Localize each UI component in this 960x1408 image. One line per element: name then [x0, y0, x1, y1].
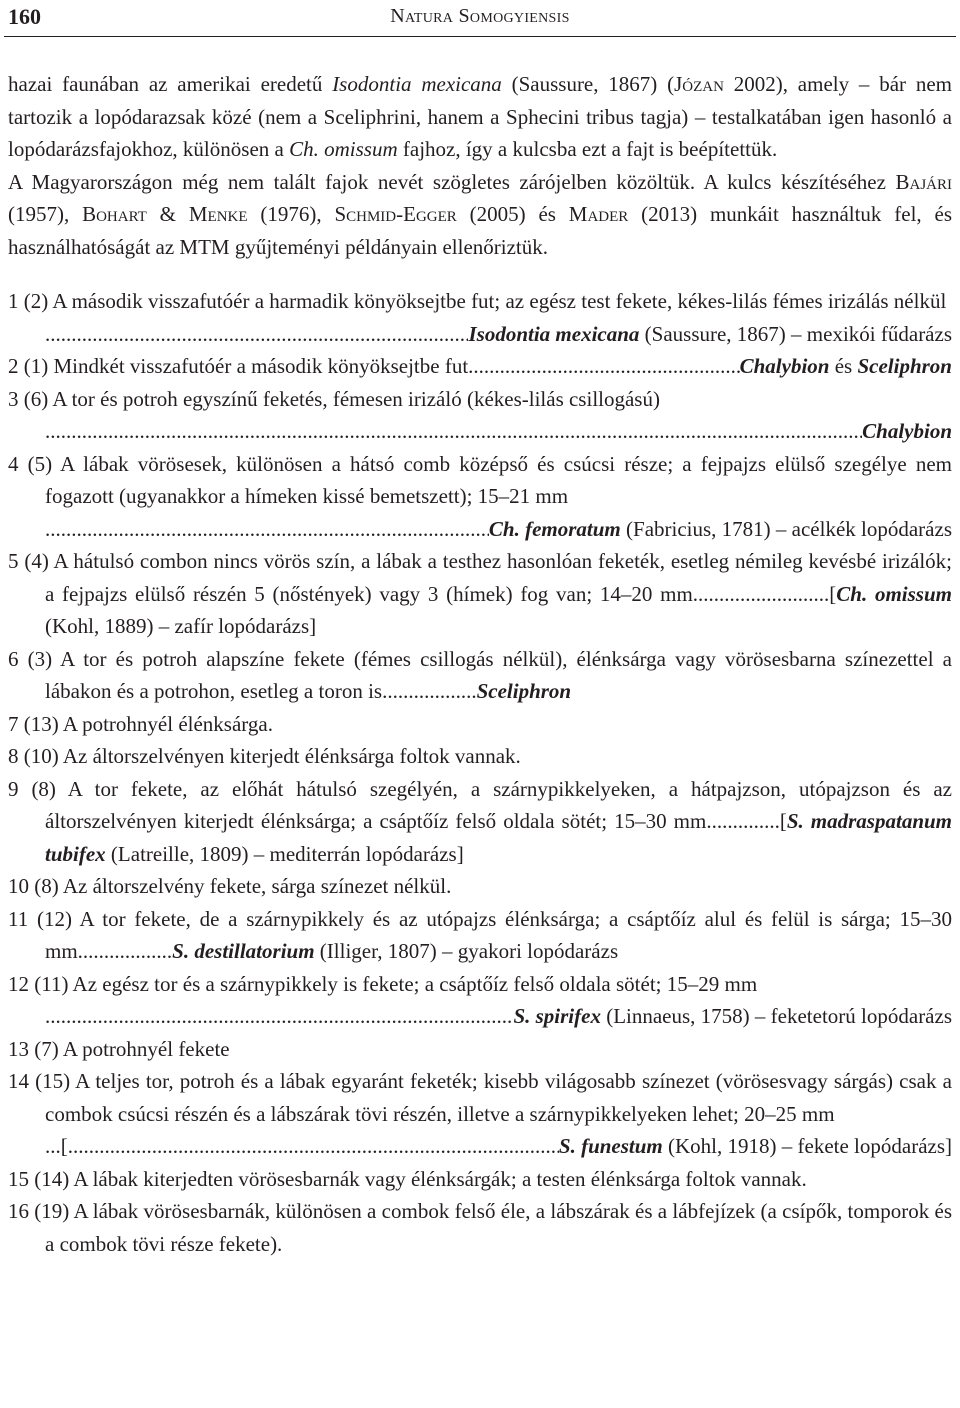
page-header: [4, 0, 956, 37]
key-couplet-13: 13 (7) A potrohnyél fekete: [8, 1036, 230, 1061]
journal-title: Natura Somogyiensis: [390, 5, 570, 27]
key-couplet-3: 3 (6) A tor és potroh egyszínű feketés, fémesen irizáló (kékes-lilás csillogású): [8, 386, 660, 411]
key-couplet-4: 4 (5) A lábak vörösesek, különösen a hátsó comb középső és csúcsi része; a fejpajzs elülső szegélye nem fogazott (ugyanakkor a hímeken kissé bemetszett); 15–21 mm: [8, 451, 952, 508]
key-couplet-2: 2 (1) Mindkét visszafutóér a második könyöksejtbe fut ........... ..... Chalybion és Sceliphron: [8, 350, 952, 383]
key-couplet-16: 16 (19) A lábak vörösesbarnák, különösen a combok felső éle, a lábszárak és a lábfejízek (a csípők, tomporok és a combok tövi része fekete).: [8, 1199, 952, 1256]
key-result-14: ...[ ..... S. funestum (Kohl, 1918) – fekete lopódarázs]: [8, 1130, 952, 1163]
key-couplet-1: 1 (2) A második visszafutóér a harmadik könyöksejtbe fut; az egész test fekete, kékes-lilás fémes irizálás nélkül: [8, 289, 947, 313]
key-couplet-14: 14 (15) A teljes tor, potroh és a lábak egyaránt feketék; kisebb világosabb színezet (vörösesvagy sárgás) csak a combok csúcsi részén és a lábszárak tövi részén, illetve a szárnypikkelyeken lehet; 20–25 mm: [8, 1069, 952, 1126]
page-body: [8, 68, 952, 1260]
key-result-4: ... ..... Ch. femoratum (Fabricius, 1781) – acélkék lopódarázs: [8, 513, 952, 546]
intro-paragraph-2: A Magyarországon még nem talált fajok nevét szögletes zárójelben közöltük. A kulcs készítéséhez Bajári (1957), Bohart & Menke (1976), Schmid-Egger (2005) és Mader (2013) munkáit használtuk fel, és használhatóságát az MTM gyűjteményi példányain ellenőriztük.: [8, 169, 952, 259]
key-couplet-5: 5 (4) A hátulsó combon nincs vörös szín, a lábak a testhez hasonlóan feketék, esetleg némileg kevésbé irizálók; a fejpajzs elülső részén 5 (nőstények) vagy 3 (hímek) fog van; 14–20 mm..........................[Ch. omissum (Kohl, 1889) – zafír lopódarázs]: [8, 549, 952, 638]
key-result-12: ... ..... S. spirifex (Linnaeus, 1758) – feketetorú lopódarázs: [8, 1000, 952, 1033]
key-couplet-9: 9 (8) A tor fekete, az előhát hátulsó szegélyén, a szárnypikkelyeken, a hátpajzson, utópajzson és az áltorszelvényen kiterjedt élénksárga; a csáptőíz felső oldala sötét; 15–30 mm..............[S. madraspatanum tubifex (Latreille, 1809) – mediterrán lopódarázs]: [8, 776, 953, 866]
key-couplet-12: 12 (11) Az egész tor és a szárnypikkely is fekete; a csáptőíz felső oldala sötét; 15–29 mm: [8, 971, 758, 996]
key-couplet-6: 6 (3) A tor és potroh alapszíne fekete (fémes csillogás nélkül), élénksárga vagy vörösesbarna színezettel a lábakon és a potrohon, esetleg a toron is..................Sceliphron: [8, 646, 952, 703]
intro-paragraph-1: hazai faunában az amerikai eredetű Isodontia mexicana (Saussure, 1867) (Józan 2002), amely – bár nem tartozik a lopódarazsak közé (nem a Sceliphrini, hanem a Sphecini tribus tagja) – testalkatában igen hasonló a lopódarázsfajokhoz, különösen a Ch. omissum fajhoz, így a kulcsba ezt a fajt is beépítettük.: [8, 72, 953, 161]
key-result-3: ... ..... Chalybion: [8, 415, 952, 448]
key-result-1: ... ..... Isodontia mexicana (Saussure, 1867) – mexikói fűdarázs: [8, 318, 952, 351]
key-couplet-15: 15 (14) A lábak kiterjedten vörösesbarnák vagy élénksárgák; a testen élénksárga foltok vannak.: [8, 1166, 807, 1191]
key-couplet-11: 11 (12) A tor fekete, de a szárnypikkely és az utópajzs élénksárga; a csáptőíz alul és felül is sárga; 15–30 mm..................S. destillatorium (Illiger, 1807) – gyakori lopódarázs: [8, 906, 952, 963]
key-couplet-8: 8 (10) Az áltorszelvényen kiterjedt élénksárga foltok vannak.: [8, 744, 521, 768]
key-couplet-7: 7 (13) A potrohnyél élénksárga.: [8, 711, 273, 736]
page-number: 160: [8, 4, 41, 29]
key-couplet-10: 10 (8) Az áltorszelvény fekete, sárga színezet nélkül.: [8, 874, 452, 898]
identification-key: [8, 285, 952, 1260]
